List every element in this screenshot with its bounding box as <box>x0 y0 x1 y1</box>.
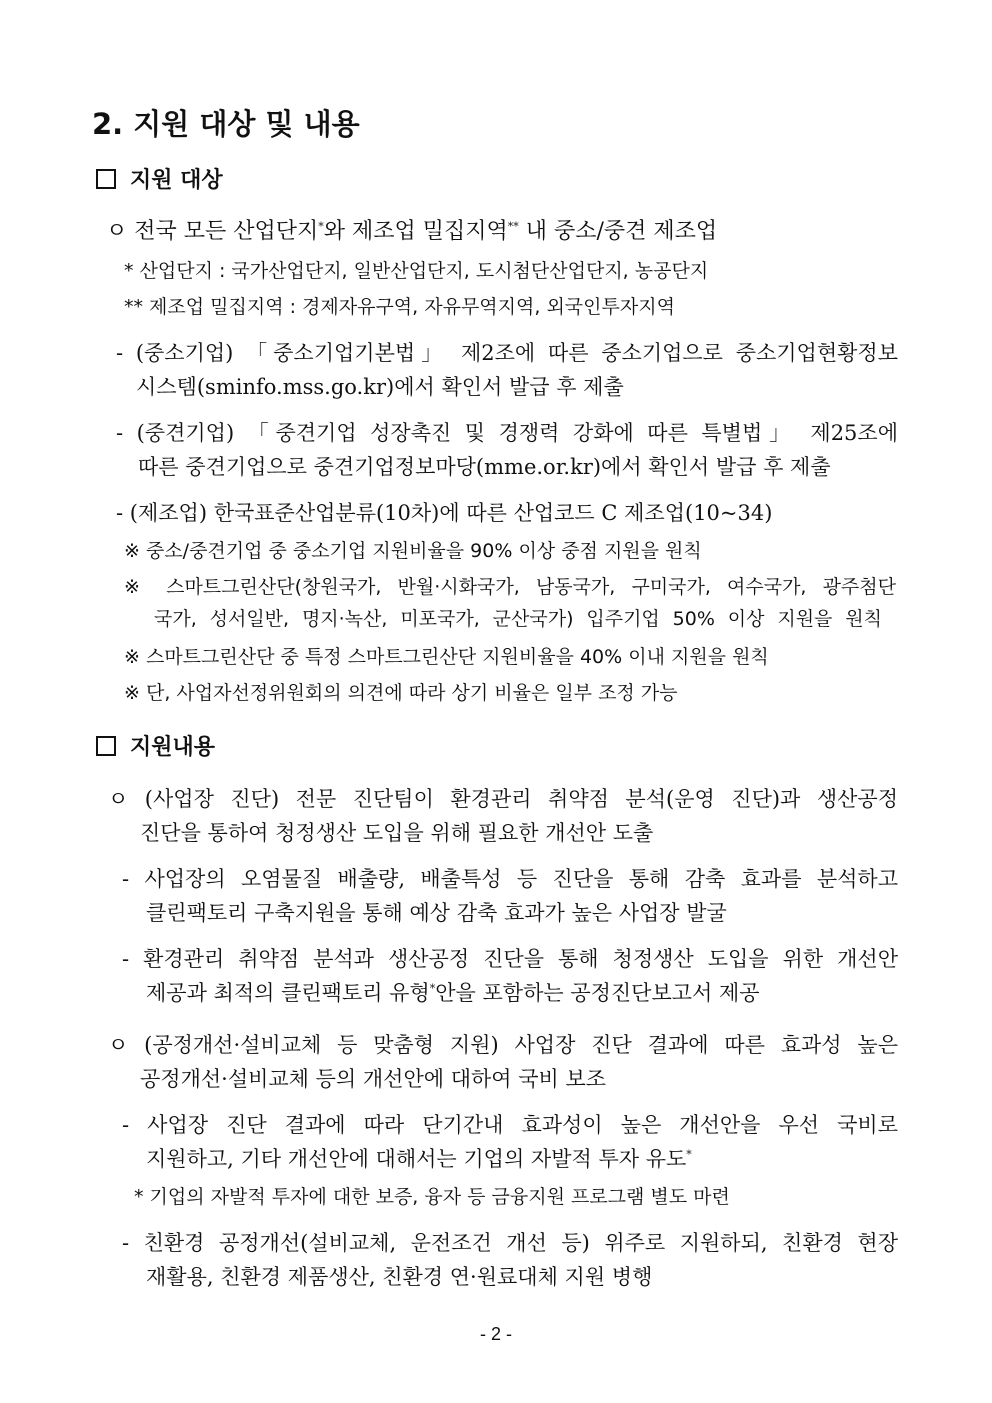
paragraph-target-scope: ㅇ 전국 모든 산업단지*와 제조업 밀집지역** 내 중소/중견 제조업 <box>106 219 718 244</box>
page-heading: 2. 지원 대상 및 내용 <box>92 107 360 141</box>
checkbox-square-icon <box>96 169 116 189</box>
page-number: - 2 - <box>479 1324 512 1344</box>
section-title-text: 지원 대상 <box>130 168 223 193</box>
process-a-line-1: - 사업장 진단 결과에 따라 단기간내 효과성이 높은 개선안을 우선 국비로 <box>122 1113 898 1137</box>
remark-1: ※ 중소/중견기업 중 중소기업 지원비율을 90% 이상 중점 지원을 원칙 <box>124 540 702 562</box>
remark-2-line-2: 국가, 성서일반, 명지·녹산, 미포국가, 군산국가) 입주기업 50% 이상 지원을 원칙 <box>154 608 882 630</box>
manufacturing-line: - (제조업) 한국표준산업분류(10차)에 따른 산업코드 C 제조업(10~34) <box>116 501 773 525</box>
process-line-1: ㅇ (공정개선·설비교체 등 맞춤형 지원) 사업장 진단 결과에 따른 효과성 높은 <box>108 1033 898 1057</box>
process-b-line-1: - 친환경 공정개선(설비교체, 운전조건 개선 등) 위주로 지원하되, 친환경 현장 <box>122 1231 898 1255</box>
remark-4: ※ 단, 사업자선정위원회의 의견에 따라 상기 비율은 일부 조정 가능 <box>124 682 678 704</box>
sme-line-1: - (중소기업) 「중소기업기본법」 제2조에 따른 중소기업으로 중소기업현황정보 <box>116 341 898 365</box>
diagnosis-a-line-2: 클린팩토리 구축지원을 통해 예상 감축 효과가 높은 사업장 발굴 <box>146 901 727 925</box>
section-title-content <box>96 733 215 763</box>
diagnosis-b-line-1: - 환경관리 취약점 분석과 생산공정 진단을 통해 청정생산 도입을 위한 개선안 <box>122 947 898 971</box>
diagnosis-line-1: ㅇ (사업장 진단) 전문 진단팀이 환경관리 취약점 분석(운영 진단)과 생산공정 <box>108 787 898 811</box>
process-note: * 기업의 자발적 투자에 대한 보증, 융자 등 금융지원 프로그램 별도 마련 <box>134 1186 730 1208</box>
midsize-line-1: - (중견기업) 「중견기업 성장촉진 및 경쟁력 강화에 따른 특별법」 제25조에 <box>116 421 898 445</box>
sme-line-2: 시스템(sminfo.mss.go.kr)에서 확인서 발급 후 제출 <box>136 375 624 399</box>
process-a-line-2: 지원하고, 기타 개선안에 대해서는 기업의 자발적 투자 유도* <box>146 1147 692 1171</box>
remark-2-line-1: ※ 스마트그린산단(창원국가, 반월·시화국가, 남동국가, 구미국가, 여수국가, 광주첨단 <box>124 576 896 598</box>
diagnosis-line-2: 진단을 통하여 청정생산 도입을 위해 필요한 개선안 도출 <box>140 821 654 845</box>
diagnosis-b-line-2: 제공과 최적의 클린팩토리 유형*안을 포함하는 공정진단보고서 제공 <box>146 981 760 1005</box>
checkbox-square-icon <box>96 736 116 756</box>
section-title-text: 지원내용 <box>130 735 216 760</box>
process-line-2: 공정개선·설비교체 등의 개선안에 대하여 국비 보조 <box>140 1067 607 1091</box>
process-b-line-2: 재활용, 친환경 제품생산, 친환경 연·원료대체 지원 병행 <box>146 1265 653 1289</box>
section-title-target <box>96 166 223 196</box>
note-industrial-complex: * 산업단지 : 국가산업단지, 일반산업단지, 도시첨단산업단지, 농공단지 <box>124 260 709 282</box>
midsize-line-2: 따른 중견기업으로 중견기업정보마당(mme.or.kr)에서 확인서 발급 후 제출 <box>138 455 831 479</box>
diagnosis-a-line-1: - 사업장의 오염물질 배출량, 배출특성 등 진단을 통해 감축 효과를 분석하고 <box>122 867 898 891</box>
remark-3: ※ 스마트그린산단 중 특정 스마트그린산단 지원비율을 40% 이내 지원을 원칙 <box>124 646 769 668</box>
note-manufacturing-zone: ** 제조업 밀집지역 : 경제자유구역, 자유무역지역, 외국인투자지역 <box>124 296 675 318</box>
